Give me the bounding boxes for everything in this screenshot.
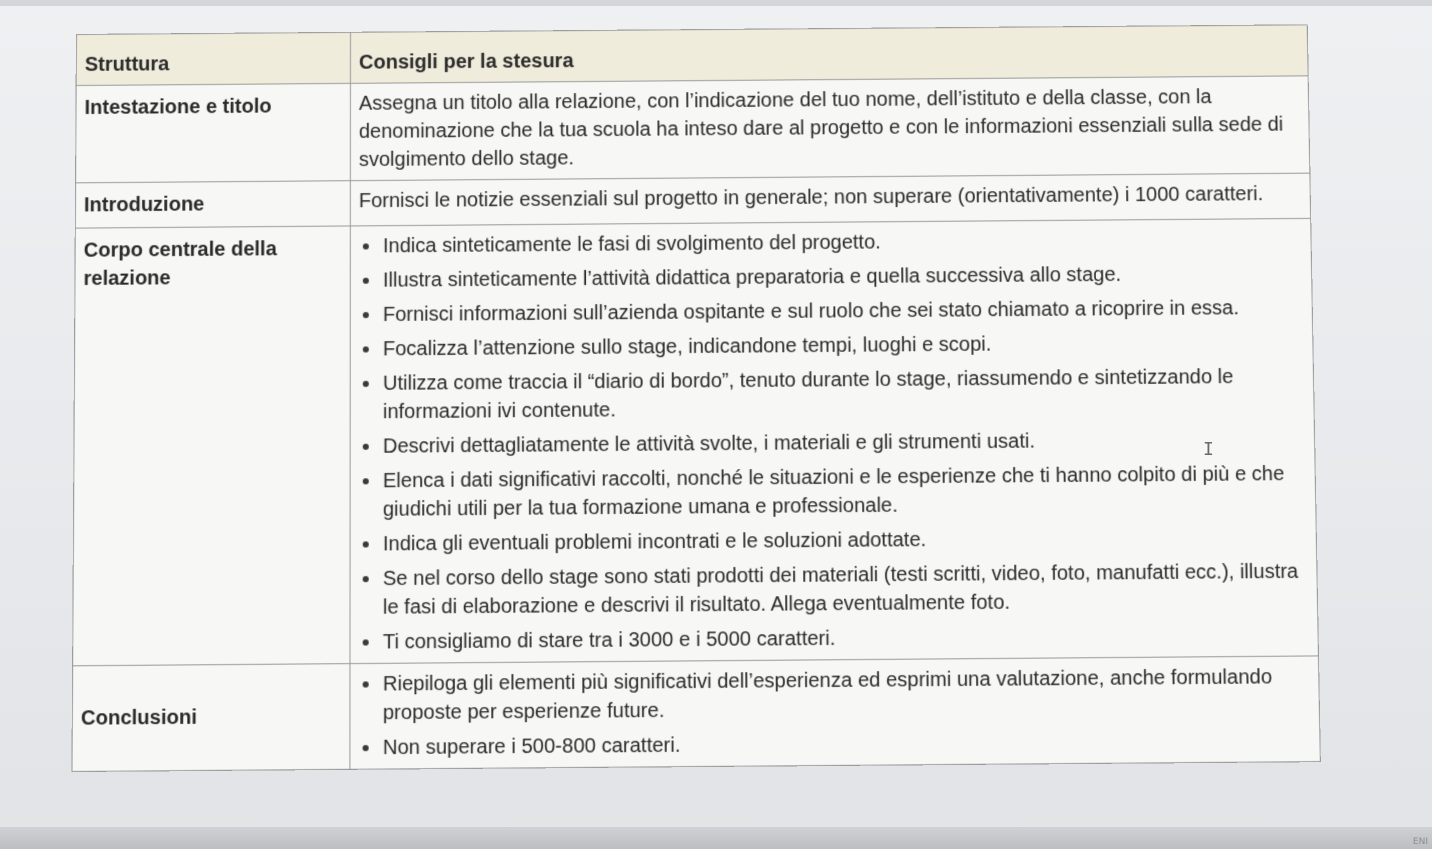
list-item — [359, 362, 1304, 426]
list-item-text: Elenca i dati significativi raccolti, nonché le situazioni e le esperienze che ti hanno colpito di più e che giudichi utili per la tua formazione umana e professionale. — [382, 462, 1285, 521]
list-item — [359, 523, 1306, 559]
section-title-header: Intestazione e titolo — [76, 83, 351, 182]
list-item-text: Descrivi dettagliatamente le attività svolte, i materiali e gli strumenti usati. — [382, 430, 1036, 458]
screen-top-edge — [0, 0, 1432, 6]
bullet-dot-icon — [363, 243, 369, 249]
bullet-dot-icon — [363, 312, 369, 318]
table-row — [76, 76, 1310, 183]
section-introduction: Introduzione — [75, 181, 350, 228]
table-row — [73, 218, 1319, 665]
list-item-text: Illustra sinteticamente l’attività didattica preparatoria e quella successiva allo stage. — [382, 263, 1122, 292]
list-item-text: Utilizza come traccia il “diario di bordo”, tenuto durante lo stage, riassumendo e sintetizzando le informazioni ivi contenute. — [382, 365, 1234, 424]
list-item-text: Ti consigliamo di stare tra i 3000 e i 5000 caratteri. — [382, 627, 836, 654]
bullet-dot-icon — [363, 681, 369, 687]
list-item — [359, 425, 1305, 461]
conclusions-bullet-list — [359, 663, 1310, 763]
list-item-text: Non superare i 500-800 caratteri. — [382, 734, 681, 760]
list-item-text: Indica gli eventuali problemi incontrati e le soluzioni adottate. — [382, 528, 927, 556]
advice-title-header: Assegna un titolo alla relazione, con l’indicazione del tuo nome, dell’istituto e della classe, con la denominazione che la tua scuola ha inteso dare al progetto e con le informazioni essenziali sulla sede di svolgimento dello stage. — [350, 76, 1310, 181]
list-item — [359, 460, 1306, 524]
list-item — [359, 621, 1308, 657]
list-item — [359, 259, 1302, 295]
language-indicator[interactable]: ENI — [1412, 837, 1428, 847]
bullet-dot-icon — [363, 278, 369, 284]
list-item-text: Fornisci informazioni sull’azienda ospitante e sul ruolo che sei stato chiamato a ricoprire in essa. — [382, 297, 1240, 327]
bullet-dot-icon — [363, 381, 369, 387]
table-row — [72, 656, 1320, 772]
bullet-dot-icon — [363, 745, 369, 751]
header-advice: Consigli per la stesura — [350, 25, 1308, 84]
advice-conclusions — [350, 656, 1320, 769]
list-item — [359, 557, 1307, 622]
list-item — [359, 294, 1302, 330]
taskbar-strip — [0, 827, 1432, 849]
advice-introduction: Fornisci le notizie essenziali sul progetto in generale; non superare (orientativamente) i 1000 caratteri. — [350, 173, 1310, 226]
list-item — [359, 663, 1309, 728]
list-item — [359, 225, 1301, 261]
bullet-dot-icon — [363, 478, 369, 484]
writing-guidelines-table — [71, 24, 1320, 772]
list-item-text: Se nel corso dello stage sono stati prodotti dei materiali (testi scritti, video, foto, manufatti ecc.), illustra le fasi di elaborazione e descrivi il risultato. Allega eventualmente foto. — [382, 560, 1299, 619]
list-item-text: Focalizza l’attenzione sullo stage, indicandone tempi, luoghi e scopi. — [382, 333, 992, 361]
section-main-body: Corpo centrale della relazione — [73, 226, 351, 666]
advice-main-body — [350, 218, 1318, 663]
list-item-text: Riepiloga gli elementi più significativi dell’esperienza ed esprimi una valutazione, anche formulando proposte per esperienze future. — [382, 666, 1273, 725]
list-item — [359, 726, 1310, 762]
section-conclusions: Conclusioni — [72, 664, 350, 772]
list-item — [359, 328, 1303, 364]
bullet-dot-icon — [363, 346, 369, 352]
bullet-dot-icon — [363, 444, 369, 450]
bullet-dot-icon — [363, 639, 369, 645]
bullet-dot-icon — [363, 576, 369, 582]
header-structure: Struttura — [76, 32, 350, 85]
bullet-dot-icon — [363, 541, 369, 547]
main-body-bullet-list — [359, 225, 1308, 657]
list-item-text: Indica sinteticamente le fasi di svolgimento del progetto. — [382, 231, 881, 258]
text-cursor-icon: I — [1203, 439, 1214, 460]
